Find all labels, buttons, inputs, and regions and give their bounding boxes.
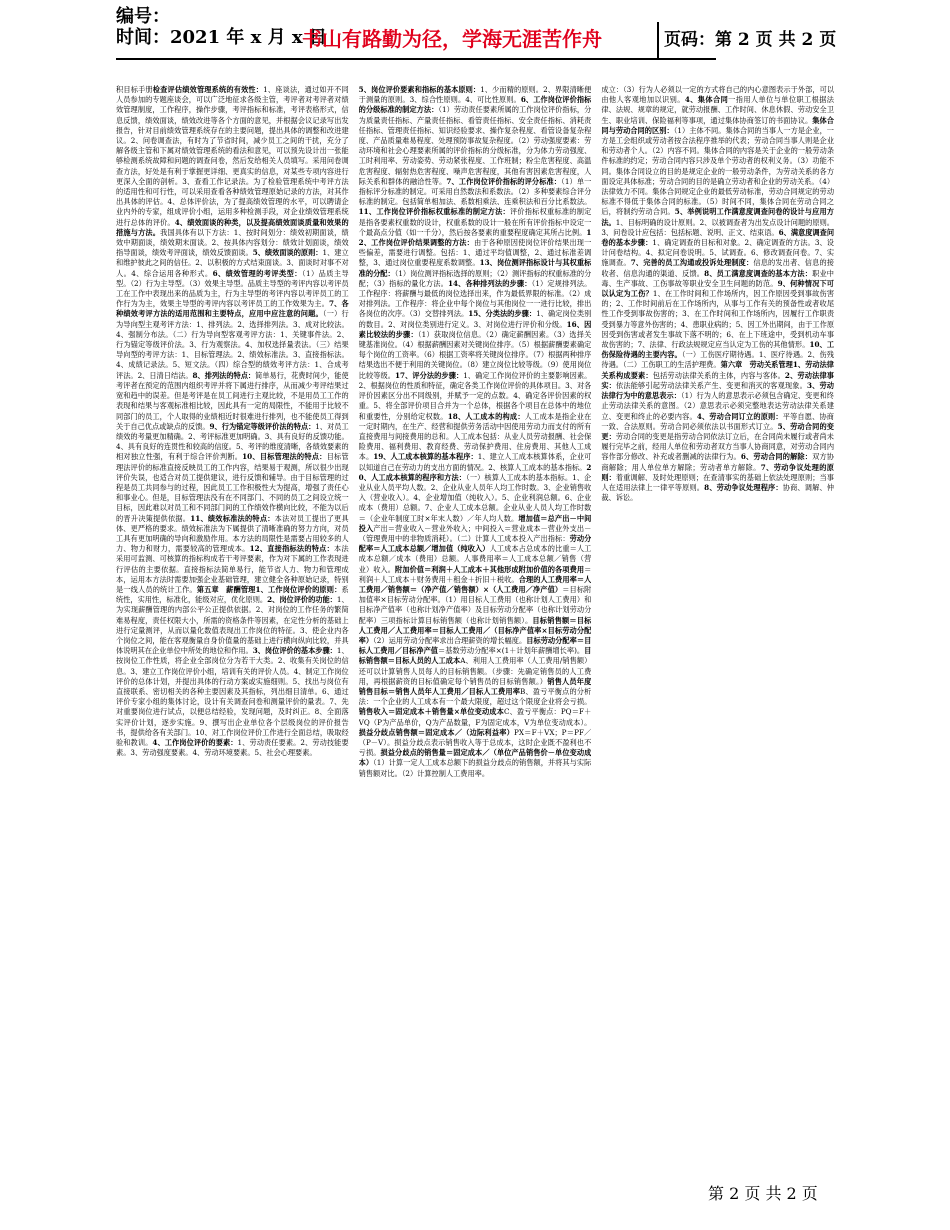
column-paragraph <box>601 85 834 503</box>
body-text: ＝利润＋人工成本＋财务费用＋租金＋折旧＋税收。 <box>358 564 592 584</box>
body-text: 依法能够引起劳动法律关系产生、变更和消灭的客观现象。 <box>616 380 807 390</box>
section-heading: 8、员工满意度调查的基本方法： <box>704 268 813 278</box>
column-paragraph <box>116 85 349 758</box>
body-text: 1、确定调查的目标和对象。2、确定调查的方法。3、设计问卷结构。4、拟定问卷说明。5、试调查。6、修改调查问卷。7、实施调查。 <box>601 238 834 268</box>
body-text: 1、在工作时间和工作场所内，因工作原因受到事故伤害的；2、工作时间前后在工作场所内，从事与工作有关的预备性或者收尾性工作受到事故伤害的；3、在工作时间和工作场所内，因履行工作职责受到暴力等意外伤害的；4、患职业病的；5、因工外出期间，由于工作原因受到伤害或者发生事故下落不明的；6、在上下班途中，受到机动车事故伤害的；7、法律、行政法规规定应当认定为工伤的其他情形。 <box>601 289 834 350</box>
section-heading: 1、劳动法律关系构成要素： <box>601 360 834 380</box>
body-text: （一）工伤医疗期待遇。1、医疗待遇。2、伤残待遇。（二）工伤职工的生活护理费。 <box>601 350 834 370</box>
body-text: 人工成本是指企业在一定时期内，在生产、经营和提供劳务活动中因使用劳动力而支付的所有直接费用与间接费用的总和。人工成本包括：从业人员劳动报酬、社会保险费用、福利费用、教育经费、劳动保护费用、住房费用、其他人工成本。 <box>358 411 592 462</box>
body-text: 劳动合同的变更是指劳动合同依法订立后，在合同尚未履行或者尚未履行完毕之前，经用人单位和劳动者双方当事人协商同意，对劳动合同内容作部分修改、补充或者删减的法律行为。 <box>601 431 834 462</box>
section-heading: 7、劳动争议处理的原则： <box>601 462 834 482</box>
header-motto: 书山有路勤为径，学海无涯苦作舟 <box>302 27 602 51</box>
section-heading: 7、完善的员工沟通或投诉处理制度： <box>630 258 754 268</box>
section-heading: 附加价值＝利润＋人工成本＋其他形成附加价值的各项费用 <box>395 564 585 574</box>
section-heading: 8、劳动争议处理程序： <box>704 482 783 492</box>
body-text: （1）行为人的意思表示必须包含确定、变更和终止劳动法律关系的意图。（2）意思表示必须完整地表达劳动法律关系建立、变更和终止的必要内容。 <box>601 391 834 421</box>
body-text: 1、确定工作岗位评价的主要影响因素。2、根据岗位的性质和特征，确定各类工作岗位评价的具体项目。3、对各评价因素区分出不同级别，并赋予一定的点数。4、确定各评价因素的权重。5、将全部评价项目合并为一个总体，根据各个项目在总体中的地位和重要性，分别给定权数。 <box>358 370 592 421</box>
body-text: 积目标手册 <box>116 85 153 94</box>
section-heading: 17、评分法的步骤： <box>395 370 464 380</box>
section-heading: 目标销售额＝目标人工费用／人工费用率＝目标人工费用／（目标净产值率×目标劳动分配率） <box>358 615 592 645</box>
body-text: 1、对员工绩效的考量更加精确。2、考评标准更加明确。3、具有良好的反馈功能。4、具有良好的连贯性和较高的信度。5、考评的维度清晰，各绩效要素的相对独立性强，有利于综合评价判断。 <box>116 421 349 462</box>
body-text: 目标管理法评价的标准直接反映员工的工作内容，结果易于观测，所以很少出现评价失误，也适合对员工提供建议，进行反馈和辅导。由于目标管理的过程是员工共同参与的过程，因此员工工作积极性大为提高，增强了责任心和事业心。但是，目标管理法没有在不同部门、不同的员工之间设立统一目标，因此难以对员工和不同部门间的工作绩效作横向比较，不能为以后的晋升决策提供依据。 <box>116 452 349 523</box>
body-text: 1、劳动责任要素。2、劳动技能要素。3、劳动强度要素。4、劳动环境要素。5、社会心理要素。 <box>116 738 349 758</box>
body-text: （1）主体不同。集体合同的当事人一方是企业，一方是工会组织或劳动者按合法程序推举的代表；劳动合同当事人则是企业和劳动者个人。（2）内容不同。集体合同的内容是关于企业的一般劳动条件标准的约定；劳动合同内容只涉及单个劳动者的权利义务。（3）功能不同。集体合同设立的目的是规定企业的一般劳动条件，为劳动关系的各方面设定具体标准；劳动合同的目的是确立劳动者和企业的劳动关系。（4）法律效力不同。集体合同规定企业的最低劳动标准，劳动合同规定的劳动标准不得低于集体合同的标准。（5）时间不同，集体合同在劳动合同之后，将制约劳动合同。 <box>601 125 834 217</box>
section-heading: 15、分类法的步骤： <box>468 309 537 319</box>
page-footer-number: 第 2 页 共 2 页 <box>708 1184 818 1203</box>
section-heading: 3、劳动法律行为中的意思表示： <box>601 380 834 401</box>
body-text: 职业中毒、生产事故、工伤事故等职业安全卫生问题的防范。 <box>601 268 834 288</box>
body-text: （1）劳动责任要素所属的工作岗位评价指标，分为质量责任指标、产量责任指标、看管责任指标、安全责任指标、消耗责任指标、管理责任指标、知识经验要求、操作复杂程度、看管设备复杂程度、产品质量难易程度、处理预防事故复杂程度。（2）劳动强度要素：劳动环境和社会心理要素所属的评价指标的分级标准，分为体力劳动强度、工时利用率、劳动姿势、劳动紧张程度、工作班制；粉尘危害程度、高温危害程度、辐射热危害程度、噪声危害程度，其他有害因素危害程度，人际关系和群体的融洽性等。 <box>358 105 592 186</box>
section-heading: 9、行为锚定等级评价法的特点： <box>209 421 316 431</box>
page-header <box>0 0 950 60</box>
section-heading: 3、岗位评价的基本步骤： <box>252 646 337 656</box>
body-text: B、盈亏平衡点的分析法：一个企业的人工成本有一个最大限度，超过这个限度企业将会亏损。 <box>358 686 592 707</box>
header-page-number: 页码：第 2 页 共 2 页 <box>664 30 837 50</box>
body-text: （1）定规排列法。工作程序：将薪酬与最低的岗位选择出来，作为最低界限的标准。（2）成对排列法。工作程序：将企业中每个岗位与其他岗位一一进行比较，排出各岗位的次序。（3）交替排列法。 <box>358 278 592 319</box>
section-heading: 1、工作岗位评价的原则： <box>255 584 342 594</box>
section-heading: 8、排列法的特点： <box>192 370 256 380</box>
section-heading: 10、工伤保险待遇的主要内容。 <box>601 340 834 360</box>
body-text: 本法采用可监测、可核算的指标构成若干考评要素，作为对下属的工作表现进行评估的主要依据。直接指标法简单易行，能节省人力、物力和管理成本，运用本方法时需要加强企业基础管理，建立健全各种原始记录，特别是一线人员的统计工作。 <box>116 544 349 594</box>
body-text: 产出＝营业收入－营业外收入；中间投入＝营业成本－营业外支出－（管理费用中的非物质消耗）。（二）计算人工成本投入产出指标： <box>358 523 592 543</box>
section-heading: 损益分歧点销售额＝固定成本／（边际利益率） <box>358 727 515 737</box>
body-text: 由于各种原因使岗位评价结果出现一些偏差，需要进行调整。包括：1、通过平均值调整，2、通过标准差调整，3、通过岗位重要程度系数调整。 <box>358 238 592 268</box>
section-heading: 11、绩效标准法的特点： <box>190 513 275 523</box>
body-text: （1）计算一定人工成本总额下的损益分歧点的销售额，并将其与实际销售额对比。（2）计算控制人工费用率。 <box>358 758 592 778</box>
body-text: ＝基数劳动分配率×(1＋计划年薪酬增长率)。 <box>438 646 585 656</box>
body-text: （1）获取岗位信息。（2）确定薪酬因素。（3）选择关键基准岗位。（4）根据薪酬因素对关键岗位排序。（5）根据薪酬要素确定每个岗位的工资率。（6）根据工资率将关键岗位排序。（7）根据两种排序结果选出不便于利用的关键岗位。（8）建立岗位比较等级。（9）使用岗位比较等级。 <box>358 329 592 380</box>
body-text: 评价指标权重标准的制定是指各要素权重数的设计，权重系数的设计一般在所有评价指标中设定一个最高点分值（如一千分），然后按各要素的重要程度确定其所占比例。 <box>358 207 592 237</box>
body-text: 包括劳动法律关系的主体，内容与客体。 <box>652 370 785 380</box>
body-text: （1）品质主导型。（2）行为主导型。（3）效果主导型。品质主导型的考评内容以考评员工在工作中表现出来的品质为主，行为主导型的考评内容以考评员工的工作行为为主，效果主导型的考评内容以考评员工的工作效果为主。 <box>116 268 349 309</box>
section-heading: 5、绩效面谈的原则： <box>252 248 323 258</box>
document-body <box>116 85 834 1165</box>
body-text: 成立：（3）行为人必须以一定的方式将自己的内心意图表示于外部，可以由他人客观地加以识别。 <box>601 85 834 105</box>
body-text: 双方协商解除；用人单位单方解除；劳动者单方解除。 <box>601 452 834 472</box>
section-heading: 7、工作岗位评价指标的评分标准： <box>446 176 562 186</box>
section-heading: 5、岗位评价要素和指标的基本原则： <box>358 85 481 94</box>
section-heading: 19、人工成本核算的基本程序： <box>373 452 478 462</box>
body-text: （2）运用劳动分配率求出合理薪资的增长幅度。 <box>373 635 527 645</box>
body-text: 着重调解、及时处理原则；在查清事实的基础上依法处理原则；当事人在适用法律上一律平等原则。 <box>601 472 834 492</box>
text-column-2 <box>359 85 592 1165</box>
section-heading: 损益分歧点的销售量＝固定成本／（单位产品销售价－单位变动成本） <box>358 748 592 768</box>
body-text: （1）用目标人工费用（也称计划人工费用）和目标净产值率（也称计划净产值率）及目标劳动分配率（也称计划劳动分配率）三项指标计算目标销售额（也称计划销售额）。 <box>358 595 592 625</box>
body-text: 1、建立和维护彼此之间的信任。2、以积极的方式结束面谈。3、面谈时对事不对人。4、综合运用各种形式。 <box>116 248 349 278</box>
body-text: 平等自愿、协商一致、合法原则。劳动合同必须依法以书面形式订立。 <box>601 411 834 431</box>
section-heading: 12、工作岗位评价结果调整的方法： <box>358 227 592 248</box>
section-heading: 13、岗位测评指标设计与其权重标准的分配： <box>358 258 592 278</box>
body-text: PX＝F＋VX；P＝PF／（P－V）。损益分歧点表示销售收入等于总成本，这时企业既不盈利也不亏损。 <box>358 727 592 758</box>
section-heading: 16、因素比较法的步骤： <box>358 319 592 339</box>
body-text: C、盈亏平衡点：PQ＝F＋VQ（P为产品单价，Q为产品数量，F为固定成本，V为单位变动成本）。 <box>358 707 592 727</box>
body-text: 1、目标明确的设计原则。2、以被调查者为出发点设计问题的原则。3、问卷设计应包括：包括标题、说明、正文、结束语。 <box>601 217 834 237</box>
body-text: 本法对员工提出了更具体、更严格的要求。绩效标准法为下属提供了清晰准确的努力方向，对员工具有更加明确的导向和激励作用。本方法的局限性是需要占用较多的人力、物力和财力，需要较高的管理成本。 <box>116 513 349 554</box>
section-heading: 20、人工成本核算的程序和方法： <box>358 462 592 482</box>
section-heading: 合理的人工费用率＝人工费用／销售额＝（净产值／销售额）×（人工费用／净产值） <box>358 574 592 594</box>
section-heading: 增加值＝总产出－中间投入 <box>358 513 592 533</box>
body-text: （1）岗位测评指标选择的原则；（2）测评指标的权重标准的分配；（3）指标的量化方法。 <box>358 268 592 288</box>
section-heading: 12、直接指标法的特点： <box>249 544 335 554</box>
section-heading: 第五章 薪酬管理 <box>196 584 256 594</box>
body-text: ＝目标附加值率×目标劳动分配率。 <box>358 584 592 605</box>
section-heading: 目标销售额＝目标人员的人工成本 <box>358 646 592 666</box>
section-heading: 7、各种绩效考评方法的适用范围和主要特点，应用中应注意的问题。 <box>116 299 349 319</box>
body-text: （1）单一指标评分标准的制定。可采用自然数法和系数法。（2）多种要素综合评分标准的制定。包括简单相加法、系数相乘法、连乘积法和百分比系数法。 <box>358 176 592 207</box>
body-text: （一）核算人工成本的基本指标。1、企业从业人员平均人数。2、企业从业人员年人均工作时数。3、企业销售收入（营业收入）。4、企业增加值（纯收入）。5、企业利润总额。6、企业成本（费用）总额。7、企业人工成本总额。企业从业人员人均工作时数＝（企业年制度工时×年末人数）／年人均人数。 <box>358 472 592 523</box>
text-column-3 <box>601 85 834 1165</box>
body-text: 协商、调解、仲裁、诉讼。 <box>601 482 834 503</box>
body-text: 1、少而精的原则。2、界限清晰便于测量的原则。3、综合性原则。4、可比性原则。 <box>358 85 592 105</box>
body-text: 信息的发出者、信息的接收者、信息沟通的渠道、反馈。 <box>601 258 834 278</box>
section-heading: 9、何种情况下可以认定为工伤？ <box>601 278 834 299</box>
section-heading: 集体合同与劳动合同的区别： <box>601 115 834 135</box>
section-heading: 5、举例说明工作满意度调查问卷的设计与应用方法。 <box>601 207 834 227</box>
section-heading: 14、各种排列法的步骤： <box>447 278 532 288</box>
body-text: 1、建立人工成本核算体系，企业可以知道自己在劳动力的支出方面的情况。2、核算人工成本的基本指标。 <box>358 452 592 472</box>
body-text: 1、按岗位工作性质，将企业全部岗位分为若干大类。2、收集有关岗位的信息。3、建立工作岗位评价小组，培训有关的评价人员。4、制定工作岗位评价的总体计划，并提出具体的行动方案或实施细则。5、找出与岗位有直接联系、密切相关的各种主要因素及其指标，列出细目清单。6、通过评价专家小组的集体讨论，设计有关调查问卷和测量评价的量表。7、先对重要岗位进行试点，以便总结经验，发现问题，及时纠正。8、全面落实评价计划，逐步实施。9、撰写出企业单位各个层级岗位的评价报告书，提供给各有关部门。10、对工作岗位评价工作进行全面总结，吸取经验和教训。 <box>116 646 349 747</box>
section-heading: 2、岗位评价的功能： <box>267 595 337 605</box>
section-heading: 6、绩效管理的考评类型： <box>212 268 302 278</box>
document-time-label: 时间：2021 年 x 月 x 日 <box>116 27 327 48</box>
section-heading: 检查评估绩效管理系统的有效性： <box>152 85 264 94</box>
section-heading: 4、工作岗位评价的要素： <box>152 738 238 747</box>
body-text: 我国具体有以下方法：1、按时间划分：绩效初期面谈，绩效中期面谈，绩效期末面谈。2、按具体内容划分：绩效计划面谈，绩效指导面谈，绩效考评面谈，绩效反馈面谈。 <box>116 227 349 258</box>
section-heading: 11、工作岗位评价指标权重标准的制定方法： <box>358 207 510 217</box>
text-column-1 <box>116 85 349 1165</box>
section-heading: 劳动分配率＝人工成本总额／增加值（纯收入） <box>358 533 592 554</box>
section-heading: 4、绩效面谈的种类，以及提高绩效面谈质量和效果的措施与方法。 <box>116 217 349 237</box>
body-text: （一）行为导向型主观考评方法：1、排列法。2、选择排列法。3、成对比较法。4、强制分布法。（二）行为导向型客观考评方法：1、关键事件法。2、行为锚定等级评价法。3、行为观察法。4、加权选择量表法。（三）结果导向型的考评方法：1、目标管理法。2、绩效标准法。3、直接指标法。4、成绩记录法。5、短文法。（四）综合型的绩效考评方法：1、合成考评法。2、日清日结法。 <box>116 309 349 380</box>
header-rule <box>116 58 716 60</box>
header-divider-vertical <box>657 22 659 58</box>
section-heading: 5、劳动合同的变更： <box>601 421 834 441</box>
body-text: 系统性，实用性，标准化，能级对应，优化原则。 <box>116 584 349 605</box>
section-heading: 4、劳动合同订立的原则： <box>696 411 783 421</box>
section-heading: 4、集体合同 <box>684 95 729 105</box>
body-text: A、利用人工费用率（人工费用/销售额）还可以计算销售人员每人的目标销售额。（步骤：先确定销售员的人工费用，再根据薪资的目标值确定每个销售员的目标销售额。） <box>358 656 592 686</box>
body-text: 简单易行，花费时间少，能使考评者在预定的范围内组织考评并将下属进行排序，从而减少考评结果过宽和趋中的误差。但是考评是在员工间进行主观比较，不是用员工工作的表现和结果与客观标准相比较，因此具有一定的局限性，不能用于比较不同部门的员工，个人取得的业绩相近时很难进行排列，也不能使员工得到关于自己优点或缺点的反馈。 <box>116 370 349 431</box>
body-text: 人工成本占总成本的比重＝人工成本总额／成本（费用）总额。人事费用率＝人工成本总额／销售（营业）收入。 <box>358 544 592 574</box>
section-heading: 6、工作岗位评价指标的分级标准的制定方法： <box>358 95 592 115</box>
section-heading: 销售人员年度销售目标＝销售人员年人工费用／目标人工费用率 <box>358 676 592 696</box>
section-heading: 第六章 劳动关系管理 <box>720 360 793 370</box>
section-heading: 目标劳动分配率＝目标人工费用／目标净产值 <box>358 635 592 656</box>
section-heading: 销售收入＝固定成本＋销售量×单位变动成本 <box>358 707 504 717</box>
body-text: 1、为实现薪酬管理的内部公平公正提供依据。2、对岗位的工作任务的繁简难易程度，责任权限大小，所需的资格条件等因素，在定性分析的基础上进行定量测评，从而以量化数值表现出工作岗位的特征。3、使企业内各个岗位之间，能在客观衡量自身价值量的基础上进行横向纵向比较，并具体说明其在企业单位中所处的地位和作用。 <box>116 595 349 656</box>
body-text: 1、确定岗位类别的数目。2、对岗位类别进行定义。3、对岗位进行评价和分级。 <box>358 309 592 329</box>
column-paragraph <box>359 85 592 779</box>
section-heading: 6、劳动合同的解除： <box>740 452 813 462</box>
section-heading: 6、满意度调查问卷的基本步骤： <box>601 227 834 248</box>
section-heading: 2、劳动法律事实： <box>601 370 834 390</box>
section-heading: 18、人工成本的构成： <box>447 411 525 421</box>
document-code-label: 编号： <box>116 6 170 27</box>
section-heading: 10、目标管理法的特点： <box>242 452 327 462</box>
body-text: 一指用人单位与单位职工根据法律、法规、规章的规定，就劳动报酬、工作时间、休息休假、劳动安全卫生、职业培训、保险福利等事项，通过集体协商签订的书面协议。 <box>601 95 834 125</box>
body-text: 1、座谈法，通过如开不同人员参加的专题座谈会，可以广泛地征求各级主管，考评者对考评者对绩效管理制度，工作程序，操作步骤，考评指标和标准，考评表格形式，信息反馈，绩效面谈，绩效改进等各个方面的意见，并根据会议记录写出发报告，针对目前绩效管理系统存在的主要问题，提出具体的调整和改进建议。2、问卷调查法，有时为了节省时间，减少员工之间的干扰，充分了解各级主管和下属对绩效管理系统的看法和意见，可以预先设计出一张能够检测系统故障和问题的调查问卷，然后发给相关人员填写。采用问卷调查方法，好处是有利于掌握更详细、更真实的信息，对某些专项内容进行更深入全面的剖析。3、查看工作记录法。为了检验管理系统中考评方法的适用性和可行性，可以采用查看各种绩效管理原始记录的方法，对其作出具体的评估。4、总体评价法，为了提高绩效管理的水平，可以聘请企业内外的专家，组成评价小组，运用多种检测手段，对企业绩效管理系统进行总体的评价。 <box>116 85 349 227</box>
